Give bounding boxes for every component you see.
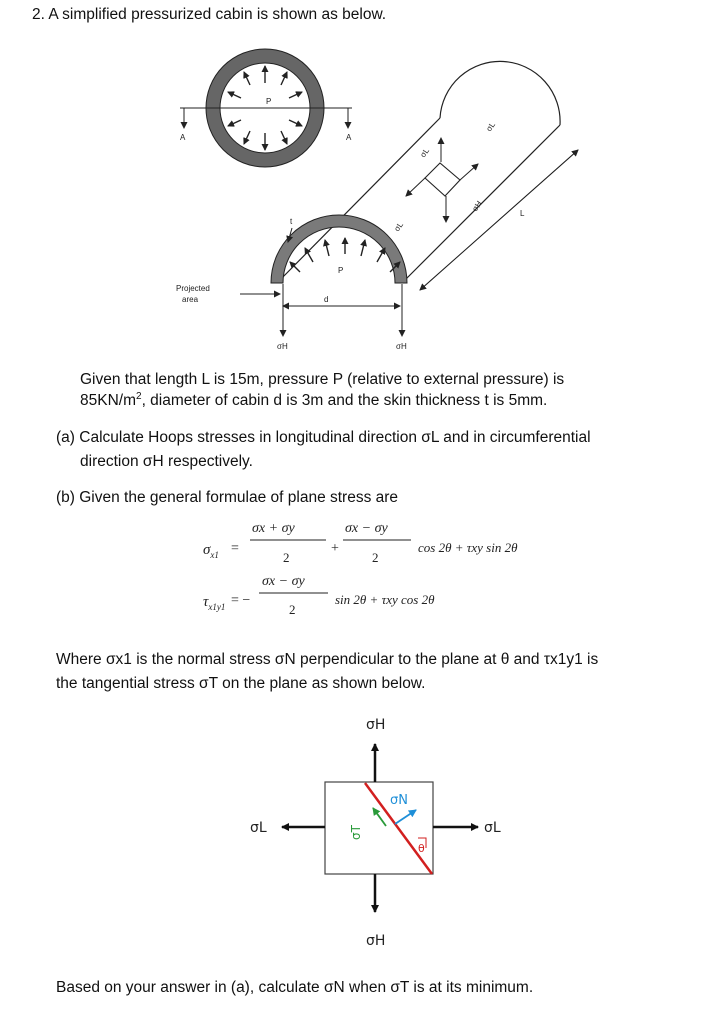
question-heading-text: A simplified pressurized cabin is shown as below. xyxy=(48,6,387,23)
formula2-tail: sin 2θ + τxy cos 2θ xyxy=(335,592,435,607)
given-line-2-b: , diameter of cabin d is 3m and the skin thickness t is 5mm. xyxy=(141,392,548,409)
section-a-left: A xyxy=(180,133,186,142)
given-line-2-a: 85KN/m xyxy=(80,392,136,409)
sigma-n-label: σN xyxy=(390,793,408,808)
where-line-1: Where σx1 is the normal stress σN perpendicular to the plane at θ and τx1y1 is xyxy=(56,651,599,668)
diameter-d-label: d xyxy=(324,295,329,304)
formula2-eq: = − xyxy=(231,593,251,608)
formula2-den: 2 xyxy=(289,602,296,617)
ring-p-label: P xyxy=(266,97,272,106)
sigma-h-bottom-label: σH xyxy=(366,933,386,949)
given-line-2-sup: 2 xyxy=(136,390,142,402)
projected-label: Projected xyxy=(176,284,210,293)
formula2-num: σx − σy xyxy=(262,574,305,589)
formula1-plus: + xyxy=(331,541,339,556)
question-number: 2. xyxy=(32,6,45,23)
area-label: area xyxy=(182,295,199,304)
formula1-tail: cos 2θ + τxy sin 2θ xyxy=(418,540,518,555)
formula2-lhs: $\tau_{x1y1}$ xyxy=(203,594,226,612)
sigma-l-left-label: σL xyxy=(250,820,267,836)
part-a-line-1: (a) Calculate Hoops stresses in longitudinal direction σL and in circumferential xyxy=(56,429,591,446)
section-a-right: A xyxy=(346,133,352,142)
formula1-den1: 2 xyxy=(283,550,290,565)
formula1-eq: = xyxy=(231,541,239,556)
formula1-num2: σx − σy xyxy=(345,521,388,536)
half-ring-p-label: P xyxy=(338,266,344,275)
sigma-h-left-label: σH xyxy=(277,342,288,351)
element-sigma-1: σL xyxy=(418,146,432,160)
sigma-l-right-label: σL xyxy=(484,820,501,836)
given-line-1: Given that length L is 15m, pressure P (relative to external pressure) is xyxy=(80,371,565,388)
sigma-h-top-label: σH xyxy=(366,717,386,733)
length-l-label: L xyxy=(520,209,525,218)
part-b-intro: (b) Given the general formulae of plane stress are xyxy=(56,489,399,506)
formula1-num1: σx + σy xyxy=(252,521,295,536)
element-sigma-2: σL xyxy=(484,120,498,134)
thickness-t-label: t xyxy=(290,217,293,226)
stress-element-square xyxy=(325,782,433,874)
sigma-t-label: σT xyxy=(349,825,363,840)
final-question: Based on your answer in (a), calculate σN when σT is at its minimum. xyxy=(56,979,534,996)
part-a-line-2: direction σH respectively. xyxy=(80,453,253,470)
sigma-h-right-label: σH xyxy=(396,342,407,351)
element-sigma-3: σL xyxy=(392,220,406,234)
where-line-2: the tangential stress σT on the plane as shown below. xyxy=(56,675,426,692)
theta-label: θ xyxy=(418,842,425,855)
element-sigma-4: σH xyxy=(470,199,484,214)
formula1-lhs: $\sigma_{x1}$ xyxy=(203,542,219,560)
formula1-den2: 2 xyxy=(372,550,379,565)
